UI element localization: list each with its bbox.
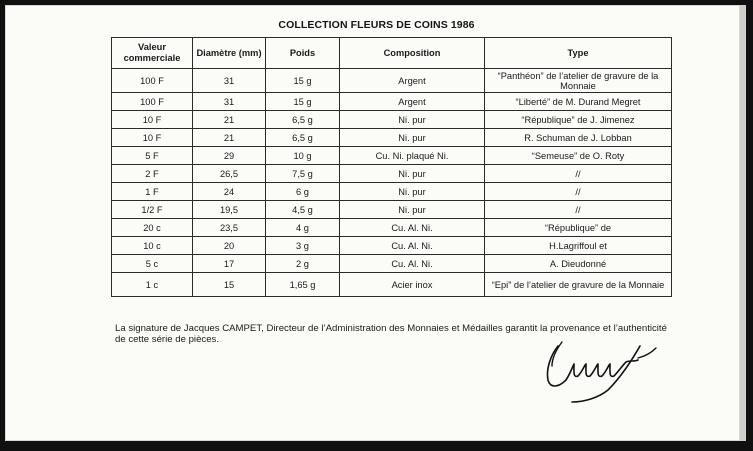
cell-poids: 4 g xyxy=(266,219,340,237)
cell-diametre: 21 xyxy=(193,129,266,147)
table-header-row xyxy=(112,38,672,69)
table-row xyxy=(112,237,672,255)
document-title: COLLECTION FLEURS DE COINS 1986 xyxy=(278,19,475,31)
cell-type: “Semeuse” de O. Roty xyxy=(485,147,672,165)
cell-valeur: 100 F xyxy=(112,69,193,93)
cell-valeur: 5 F xyxy=(112,147,193,165)
cell-diametre: 21 xyxy=(193,111,266,129)
cell-poids: 3 g xyxy=(266,237,340,255)
cell-type: // xyxy=(485,165,672,183)
table-row xyxy=(112,165,672,183)
table-row xyxy=(112,255,672,273)
cell-diametre: 20 xyxy=(193,237,266,255)
handwritten-signature xyxy=(526,336,666,406)
table-row xyxy=(112,273,672,297)
cell-diametre: 31 xyxy=(193,93,266,111)
cell-poids: 15 g xyxy=(266,93,340,111)
cell-valeur: 1 c xyxy=(112,273,193,297)
cell-valeur: 100 F xyxy=(112,93,193,111)
cell-diametre: 15 xyxy=(193,273,266,297)
cell-composition: Argent xyxy=(340,69,485,93)
cell-valeur: 10 F xyxy=(112,129,193,147)
table-row xyxy=(112,111,672,129)
header-composition: Composition xyxy=(340,38,485,69)
cell-type: “République” de J. Jimenez xyxy=(485,111,672,129)
cell-poids: 1,65 g xyxy=(266,273,340,297)
cell-composition: Ni. pur xyxy=(340,165,485,183)
cell-composition: Cu. Al. Ni. xyxy=(340,255,485,273)
cell-poids: 7,5 g xyxy=(266,165,340,183)
cell-valeur: 2 F xyxy=(112,165,193,183)
cell-diametre: 26,5 xyxy=(193,165,266,183)
cell-composition: Ni. pur xyxy=(340,183,485,201)
table-row xyxy=(112,93,672,111)
cell-poids: 6,5 g xyxy=(266,111,340,129)
cell-type: “Epi” de l’atelier de gravure de la Monnaie xyxy=(485,273,672,297)
cell-type: “Panthéon” de l’atelier de gravure de la Monnaie xyxy=(485,69,672,93)
cell-poids: 4,5 g xyxy=(266,201,340,219)
cell-valeur: 1/2 F xyxy=(112,201,193,219)
cell-valeur: 20 c xyxy=(112,219,193,237)
header-poids: Poids xyxy=(266,38,340,69)
cell-type: // xyxy=(485,183,672,201)
table-row xyxy=(112,201,672,219)
header-valeur: Valeur commerciale xyxy=(112,38,193,69)
cell-poids: 6,5 g xyxy=(266,129,340,147)
table-row xyxy=(112,147,672,165)
cell-valeur: 5 c xyxy=(112,255,193,273)
cell-diametre: 29 xyxy=(193,147,266,165)
cell-diametre: 23,5 xyxy=(193,219,266,237)
table-row xyxy=(112,219,672,237)
cell-type: A. Dieudonné xyxy=(485,255,672,273)
cell-type: “Liberté” de M. Durand Megret xyxy=(485,93,672,111)
cell-type: // xyxy=(485,201,672,219)
cell-composition: Ni. pur xyxy=(340,129,485,147)
coin-table xyxy=(111,37,672,297)
cell-type: H.Lagriffoul et xyxy=(485,237,672,255)
cell-poids: 2 g xyxy=(266,255,340,273)
cell-composition: Cu. Al. Ni. xyxy=(340,219,485,237)
cell-poids: 15 g xyxy=(266,69,340,93)
cell-composition: Cu. Ni. plaqué Ni. xyxy=(340,147,485,165)
table-row xyxy=(112,183,672,201)
cell-composition: Acier inox xyxy=(340,273,485,297)
card-edge xyxy=(740,5,746,441)
signature-statement: La signature de Jacques CAMPET, Directeur de l’Administration des Monnaies et Médailles garantit la provenance et l’authenticité de cette série de pièces. xyxy=(115,323,667,345)
table-row xyxy=(112,129,672,147)
table-row xyxy=(112,69,672,93)
cell-diametre: 31 xyxy=(193,69,266,93)
cell-valeur: 10 F xyxy=(112,111,193,129)
cell-diametre: 19,5 xyxy=(193,201,266,219)
cell-composition: Ni. pur xyxy=(340,201,485,219)
cell-diametre: 24 xyxy=(193,183,266,201)
cell-type: R. Schuman de J. Lobban xyxy=(485,129,672,147)
cell-valeur: 10 c xyxy=(112,237,193,255)
cell-valeur: 1 F xyxy=(112,183,193,201)
header-type: Type xyxy=(485,38,672,69)
header-diametre: Diamètre (mm) xyxy=(193,38,266,69)
cell-type: “République” de xyxy=(485,219,672,237)
cell-composition: Argent xyxy=(340,93,485,111)
cell-composition: Cu. Al. Ni. xyxy=(340,237,485,255)
cell-poids: 6 g xyxy=(266,183,340,201)
cell-poids: 10 g xyxy=(266,147,340,165)
cell-composition: Ni. pur xyxy=(340,111,485,129)
cell-diametre: 17 xyxy=(193,255,266,273)
